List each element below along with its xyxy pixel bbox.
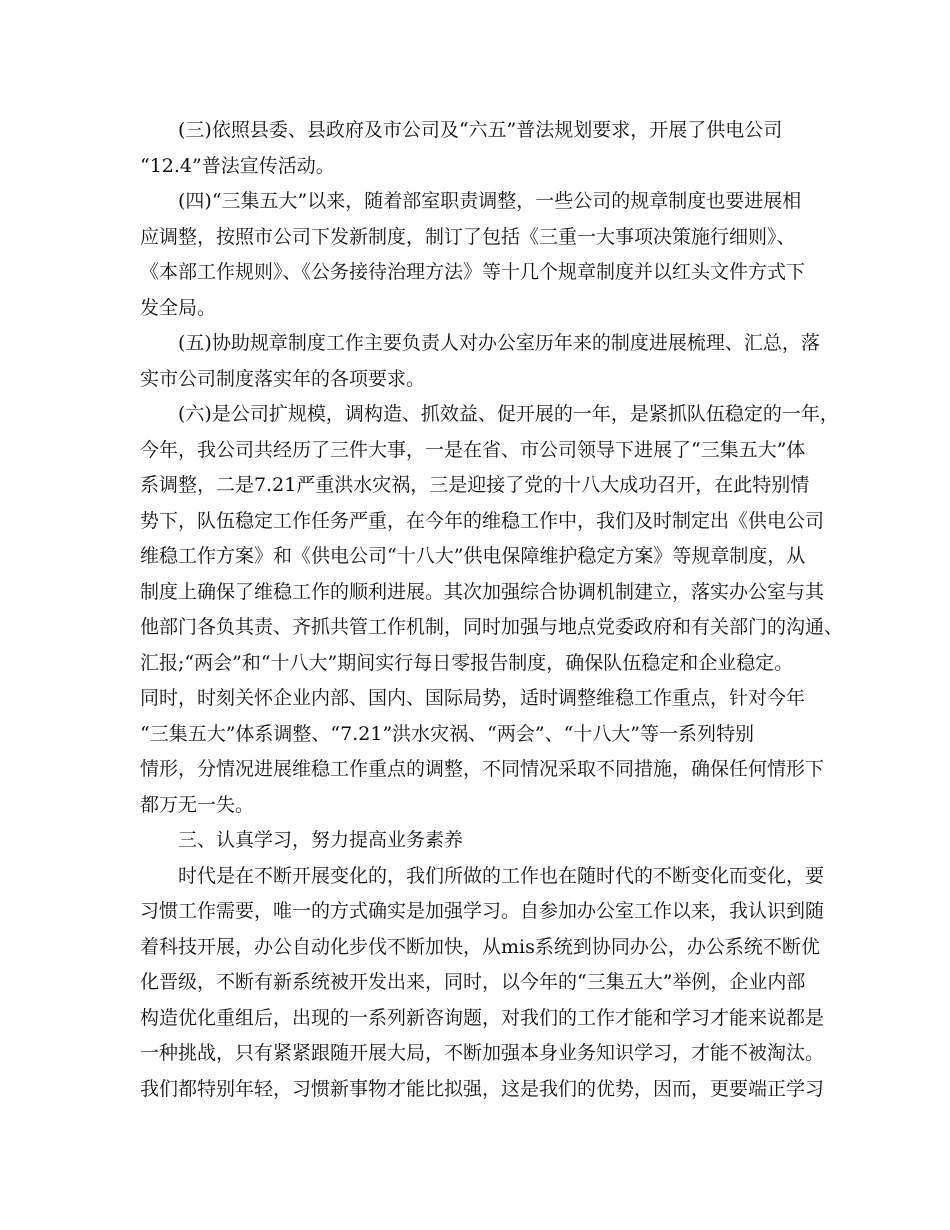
- text-line: “12.4”普法宣传活动。: [140, 155, 335, 177]
- text-line: 维稳工作方案》和《供电公司“十八大”供电保障维护稳定方案》等规章制度，从: [140, 545, 806, 567]
- text-line: 着科技开展，办公自动化步伐不断加快，从mis系统到协同办公，办公系统不断优: [140, 936, 820, 958]
- text-line: (四)“三集五大”以来，随着部室职责调整，一些公司的规章制度也要进展相: [178, 190, 802, 212]
- text-line: 今年，我公司共经历了三件大事，一是在省、市公司领导下进展了“三集五大”体: [140, 439, 806, 461]
- text-line: 他部门各负其责、齐抓共管工作机制，同时加强与地点党委政府和有关部门的沟通、: [140, 616, 844, 638]
- text-line: 制度上确保了维稳工作的顺利进展。其次加强综合协调机制建立，落实办公室与其: [140, 581, 825, 603]
- text-line: 势下，队伍稳定工作任务严重，在今年的维稳工作中，我们及时制定出《供电公司: [140, 510, 825, 532]
- text-line: 实市公司制度落实年的各项要求。: [140, 368, 426, 390]
- text-line: 时代是在不断开展变化的，我们所做的工作也在随时代的不断变化而变化，要: [178, 865, 825, 887]
- text-line: 构造优化重组后，出现的一系列新咨询题，对我们的工作才能和学习才能来说都是: [140, 1007, 825, 1029]
- text-line: “三集五大”体系调整、“7.21”洪水灾祸、“两会”、“十八大”等一系列特别: [140, 723, 755, 745]
- text-line: 《本部工作规则》、《公务接待治理方法》等十几个规章制度并以红头文件方式下: [140, 261, 806, 283]
- text-line: 情形，分情况进展维稳工作重点的调整，不同情况采取不同措施，确保任何情形下: [140, 758, 825, 780]
- text-line: 汇报;“两会”和“十八大”期间实行每日零报告制度，确保队伍稳定和企业稳定。: [140, 652, 794, 674]
- text-line: 同时，时刻关怀企业内部、国内、国际局势，适时调整维稳工作重点，针对今年: [140, 687, 806, 709]
- text-line: 我们都特别年轻，习惯新事物才能比拟强，这是我们的优势，因而，更要端正学习: [140, 1078, 825, 1100]
- text-line: 应调整，按照市公司下发新制度，制订了包括《三重一大事项决策施行细则》、: [140, 226, 796, 248]
- text-line: 发全局。: [140, 297, 217, 319]
- text-line: (六)是公司扩规模，调构造、抓效益、促开展的一年，是紧抓队伍稳定的一年，: [178, 403, 839, 425]
- text-line: (三)依照县委、县政府及市公司及“六五”普法规划要求，开展了供电公司: [178, 119, 783, 141]
- text-line: (五)协助规章制度工作主要负责人对办公室历年来的制度进展梳理、汇总，落: [178, 332, 820, 354]
- text-line: 一种挑战，只有紧紧跟随开展大局，不断加强本身业务知识学习，才能不被淘汰。: [140, 1042, 825, 1064]
- text-line: 系调整，二是7.21严重洪水灾祸，三是迎接了党的十八大成功召开，在此特别情: [140, 474, 810, 496]
- section-heading: 三、认真学习，努力提高业务素养: [178, 829, 464, 851]
- text-line: 习惯工作需要，唯一的方式确实是加强学习。自参加办公室工作以来，我认识到随: [140, 900, 825, 922]
- text-line: 化晋级，不断有新系统被开发出来，同时，以今年的“三集五大”举例，企业内部: [140, 971, 806, 993]
- text-line: 都万无一失。: [140, 794, 255, 816]
